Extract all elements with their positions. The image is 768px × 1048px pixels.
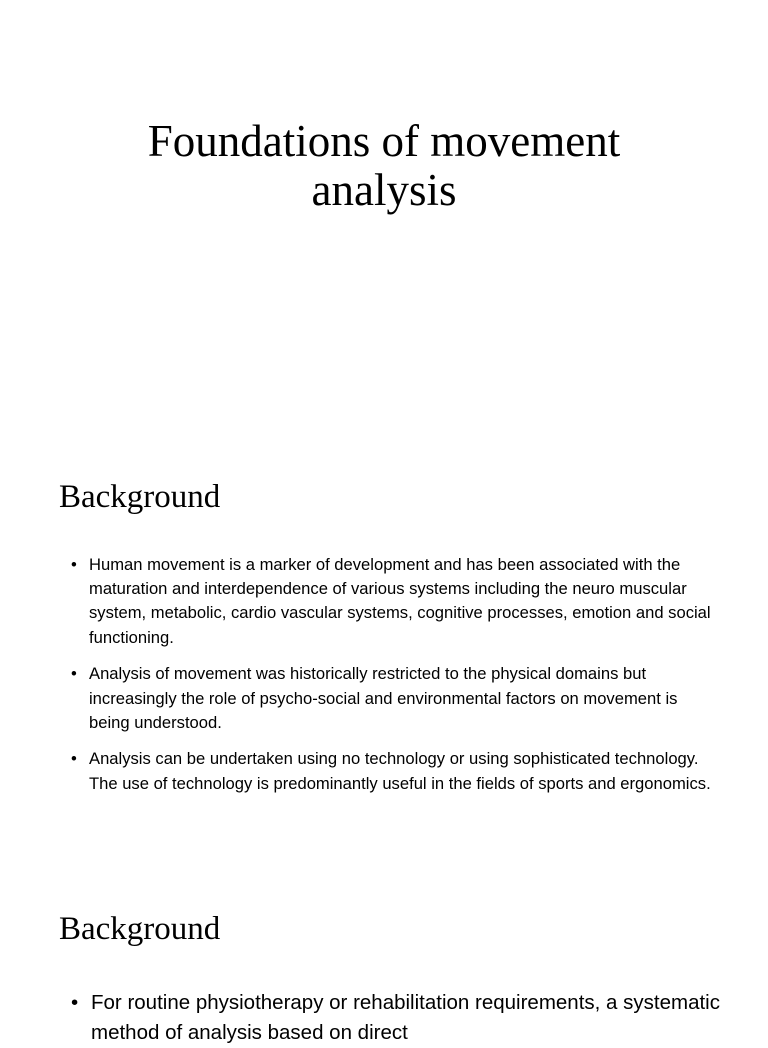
bullet-icon: •	[71, 749, 77, 769]
title-slide	[0, 0, 768, 432]
title-line-2: analysis	[311, 165, 457, 215]
presentation-title	[0, 117, 768, 215]
bullet-item	[71, 553, 721, 650]
bullet-list	[71, 988, 721, 1048]
background-slide-1	[0, 432, 768, 864]
bullet-icon: •	[71, 555, 77, 574]
bullet-list	[71, 553, 721, 808]
bullet-text: Analysis can be undertaken using no technology or using sophisticated technology. The use of technology is predominantly useful in the fields of sports and ergonomics.	[89, 749, 711, 793]
bullet-item	[71, 747, 721, 795]
bullet-text: Analysis of movement was historically restricted to the physical domains but increasingly the role of psycho-social and environmental factors on movement is being understood.	[89, 664, 678, 732]
bullet-text: Human movement is a marker of development and has been associated with the maturation and interdependence of various systems including the neuro muscular system, metabolic, cardio vascular systems, cognitive processes, emotion and social functioning.	[89, 555, 711, 647]
slide-heading: Background	[59, 911, 221, 947]
bullet-item	[71, 662, 721, 735]
background-slide-2	[0, 864, 768, 1044]
bullet-icon: •	[71, 991, 79, 1014]
slide-heading: Background	[59, 479, 221, 515]
bullet-text: For routine physiotherapy or rehabilitation requirements, a systematic method of analysis based on direct	[91, 991, 720, 1044]
title-line-1: Foundations of movement	[147, 116, 621, 166]
bullet-item	[71, 988, 721, 1048]
bullet-icon: •	[71, 664, 77, 684]
